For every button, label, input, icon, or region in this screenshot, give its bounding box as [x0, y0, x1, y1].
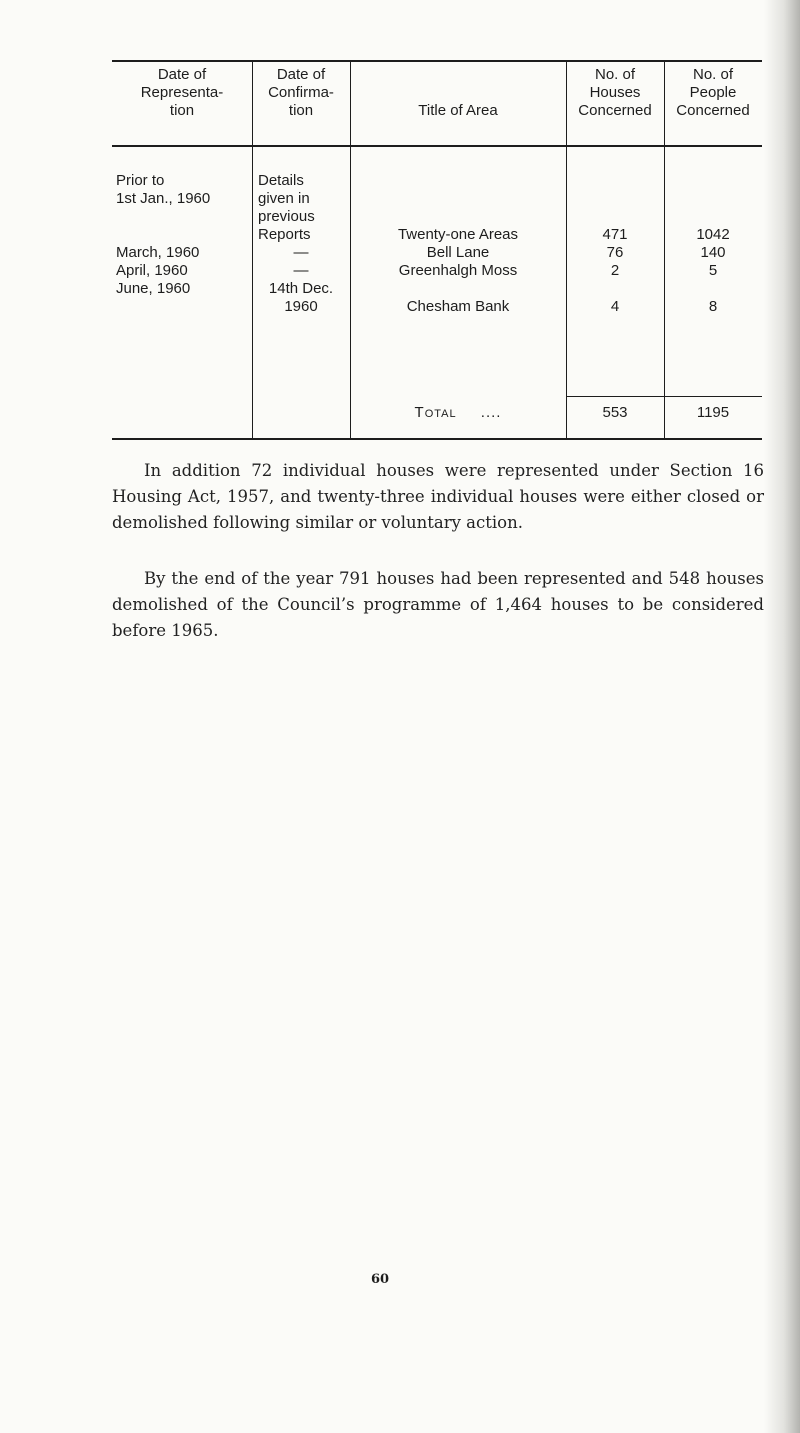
total-label: Total [414, 404, 457, 421]
row3-area: Greenhalgh Moss [398, 262, 518, 279]
row3-date-conf: — [293, 262, 309, 279]
row1-date-rep: Prior to 1st Jan., 1960 [116, 172, 211, 207]
row1-houses: 471 [602, 226, 628, 243]
total-houses: 553 [602, 404, 628, 421]
row3-people: 5 [708, 262, 718, 279]
row1-people: 1042 [696, 226, 730, 243]
row2-date-rep: March, 1960 [116, 244, 200, 261]
total-leader-dots: .... [480, 404, 502, 421]
paragraph-year-end-summary: By the end of the year 791 houses had been represented and 548 houses demolished of the Council’s programme of 1,464 houses to be considered before 1965. [112, 569, 764, 640]
row2-area: Bell Lane [426, 244, 490, 261]
row4-houses: 4 [610, 298, 620, 315]
row4-people: 8 [708, 298, 718, 315]
header-date-representation: Date of Representa- tion [140, 66, 224, 119]
row4-date-rep: June, 1960 [116, 280, 191, 297]
row4-date-conf: 14th Dec. 1960 [268, 280, 334, 315]
total-people: 1195 [696, 404, 730, 421]
row3-houses: 2 [610, 262, 620, 279]
header-title-of-area: Title of Area [418, 102, 498, 119]
row1-area: Twenty-one Areas [397, 226, 519, 243]
page-edge-shadow [764, 0, 800, 1433]
row4-area: Chesham Bank [406, 298, 510, 315]
row3-date-rep: April, 1960 [116, 262, 188, 279]
row2-people: 140 [700, 244, 726, 261]
row2-date-conf: — [293, 244, 309, 261]
total-label-row [350, 404, 566, 422]
row1-date-conf: Details given in previous Reports [258, 172, 315, 243]
header-date-confirmation: Date of Confirma- tion [268, 66, 334, 119]
header-no-houses: No. of Houses Concerned [578, 66, 652, 119]
page-number: 60 [370, 1272, 390, 1287]
row2-houses: 76 [606, 244, 624, 261]
paragraph-individual-houses: In addition 72 individual houses were represented under Section 16 Housing Act, 1957, and twenty-three individual houses were either closed or demolished following similar or voluntary action. [112, 461, 764, 532]
header-no-people: No. of People Concerned [676, 66, 750, 119]
